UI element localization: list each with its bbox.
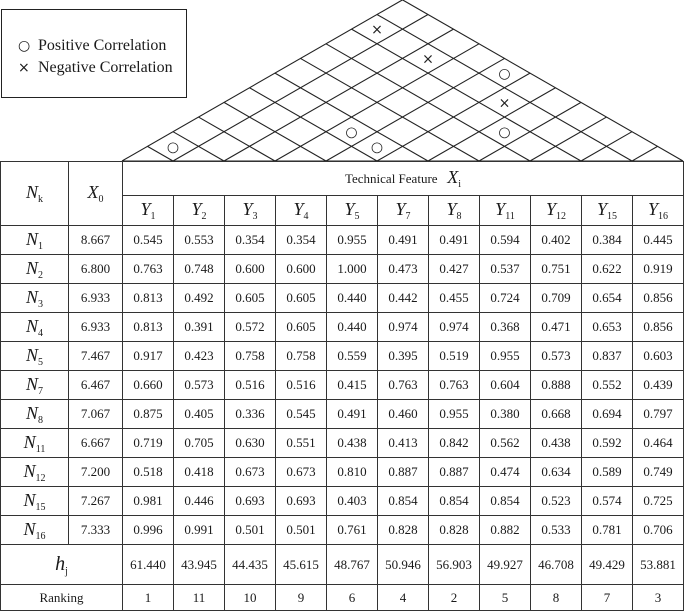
cell-value: 0.630	[225, 429, 276, 458]
cell-value: 0.725	[633, 487, 684, 516]
cell-value: 0.837	[582, 342, 633, 371]
column-header-y4: $Y_4$	[276, 196, 327, 226]
cell-value: 0.354	[225, 226, 276, 255]
positive-correlation-icon: ○	[498, 124, 511, 141]
row-label: $N_1$	[1, 226, 69, 255]
cell-value: 0.991	[174, 516, 225, 545]
ranking-value: 8	[531, 585, 582, 611]
table-row	[1, 342, 684, 371]
cell-value: 0.559	[327, 342, 378, 371]
x0-value: 7.467	[69, 342, 123, 371]
cell-value: 0.828	[378, 516, 429, 545]
column-header-y8: $Y_8$	[429, 196, 480, 226]
cell-value: 0.552	[582, 371, 633, 400]
cell-value: 0.439	[633, 371, 684, 400]
cell-value: 0.751	[531, 255, 582, 284]
ranking-value: 10	[225, 585, 276, 611]
relationship-matrix-table	[0, 161, 684, 611]
cell-value: 1.000	[327, 255, 378, 284]
hj-value: 61.440	[123, 545, 174, 585]
cell-value: 0.473	[378, 255, 429, 284]
x0-value: 7.200	[69, 458, 123, 487]
hj-value: 49.927	[480, 545, 531, 585]
cell-value: 0.810	[327, 458, 378, 487]
cell-value: 0.516	[276, 371, 327, 400]
hj-value: 43.945	[174, 545, 225, 585]
cell-value: 0.875	[123, 400, 174, 429]
cell-value: 0.694	[582, 400, 633, 429]
cell-value: 0.842	[429, 429, 480, 458]
column-header-y1: $Y_1$	[123, 196, 174, 226]
cell-value: 0.955	[429, 400, 480, 429]
column-header-y16: $Y_{16}$	[633, 196, 684, 226]
cell-value: 0.854	[429, 487, 480, 516]
ranking-value: 5	[480, 585, 531, 611]
cell-value: 0.446	[174, 487, 225, 516]
table-row	[1, 400, 684, 429]
cell-value: 0.955	[327, 226, 378, 255]
cell-value: 0.533	[531, 516, 582, 545]
table-row	[1, 284, 684, 313]
x0-value: 7.333	[69, 516, 123, 545]
positive-correlation-icon: ○	[370, 139, 384, 156]
cell-value: 0.917	[123, 342, 174, 371]
cell-value: 0.594	[480, 226, 531, 255]
cell-value: 0.427	[429, 255, 480, 284]
cell-value: 0.603	[633, 342, 684, 371]
cell-value: 0.673	[225, 458, 276, 487]
cell-value: 0.763	[378, 371, 429, 400]
cell-value: 0.572	[225, 313, 276, 342]
x0-value: 6.933	[69, 313, 123, 342]
hj-value: 56.903	[429, 545, 480, 585]
cell-value: 0.854	[480, 487, 531, 516]
cell-value: 0.653	[582, 313, 633, 342]
table-row	[1, 313, 684, 342]
cell-value: 0.354	[276, 226, 327, 255]
table-row	[1, 516, 684, 545]
cell-value: 0.600	[276, 255, 327, 284]
cell-value: 0.415	[327, 371, 378, 400]
cell-value: 0.516	[225, 371, 276, 400]
x0-value: 6.800	[69, 255, 123, 284]
ranking-value: 9	[276, 585, 327, 611]
cell-value: 0.573	[531, 342, 582, 371]
row-label: $N_4$	[1, 313, 69, 342]
cell-value: 0.368	[480, 313, 531, 342]
cell-value: 0.888	[531, 371, 582, 400]
legend-label-positive: Positive Correlation	[38, 37, 167, 54]
cell-value: 0.813	[123, 284, 174, 313]
ranking-value: 7	[582, 585, 633, 611]
row-label: $N_{12}$	[1, 458, 69, 487]
cell-value: 0.384	[582, 226, 633, 255]
ranking-label: Ranking	[1, 585, 123, 611]
row-label: $N_5$	[1, 342, 69, 371]
cell-value: 0.763	[123, 255, 174, 284]
cell-value: 0.781	[582, 516, 633, 545]
positive-correlation-icon: ○	[166, 139, 180, 156]
cell-value: 0.418	[174, 458, 225, 487]
cell-value: 0.395	[378, 342, 429, 371]
cell-value: 0.673	[276, 458, 327, 487]
cell-value: 0.974	[429, 313, 480, 342]
cell-value: 0.460	[378, 400, 429, 429]
cell-value: 0.693	[276, 487, 327, 516]
x0-value: 7.267	[69, 487, 123, 516]
table-row	[1, 487, 684, 516]
cell-value: 0.882	[480, 516, 531, 545]
header-nk: $N_k$	[1, 162, 69, 226]
hj-value: 45.615	[276, 545, 327, 585]
hj-row	[1, 545, 684, 585]
row-label: $N_8$	[1, 400, 69, 429]
x0-value: 6.467	[69, 371, 123, 400]
column-header-y3: $Y_3$	[225, 196, 276, 226]
cell-value: 0.974	[378, 313, 429, 342]
positive-correlation-icon: ○	[498, 66, 511, 83]
cell-value: 0.491	[327, 400, 378, 429]
cell-value: 0.887	[378, 458, 429, 487]
cell-value: 0.523	[531, 487, 582, 516]
cell-value: 0.763	[429, 371, 480, 400]
cell-value: 0.955	[480, 342, 531, 371]
cell-value: 0.545	[123, 226, 174, 255]
cell-value: 0.622	[582, 255, 633, 284]
roof-grid	[122, 0, 683, 161]
cell-value: 0.600	[225, 255, 276, 284]
x0-value: 7.067	[69, 400, 123, 429]
cell-value: 0.748	[174, 255, 225, 284]
cell-value: 0.605	[276, 313, 327, 342]
ranking-value: 2	[429, 585, 480, 611]
row-label: $N_{16}$	[1, 516, 69, 545]
cell-value: 0.797	[633, 400, 684, 429]
row-label: $N_2$	[1, 255, 69, 284]
cell-value: 0.693	[225, 487, 276, 516]
cell-value: 0.405	[174, 400, 225, 429]
negative-correlation-icon: ×	[371, 22, 383, 39]
table-row	[1, 226, 684, 255]
row-label: $N_3$	[1, 284, 69, 313]
hj-value: 53.881	[633, 545, 684, 585]
cell-value: 0.919	[633, 255, 684, 284]
cell-value: 0.758	[225, 342, 276, 371]
cell-value: 0.562	[480, 429, 531, 458]
ranking-value: 3	[633, 585, 684, 611]
cell-value: 0.996	[123, 516, 174, 545]
ranking-value: 4	[378, 585, 429, 611]
cell-value: 0.724	[480, 284, 531, 313]
hj-label: $h_j$	[1, 545, 123, 585]
x0-value: 6.667	[69, 429, 123, 458]
table-row	[1, 458, 684, 487]
header-x0: $X_0$	[69, 162, 123, 226]
cell-value: 0.438	[531, 429, 582, 458]
cell-value: 0.981	[123, 487, 174, 516]
legend-label-negative: Negative Correlation	[38, 59, 173, 76]
column-header-y15: $Y_{15}$	[582, 196, 633, 226]
cell-value: 0.654	[582, 284, 633, 313]
cell-value: 0.518	[123, 458, 174, 487]
hj-value: 44.435	[225, 545, 276, 585]
cell-value: 0.440	[327, 284, 378, 313]
cell-value: 0.336	[225, 400, 276, 429]
cell-value: 0.574	[582, 487, 633, 516]
row-label: $N_{11}$	[1, 429, 69, 458]
header-technical-feature: Technical Feature $X_i$	[123, 162, 684, 196]
cross-icon: ×	[18, 60, 30, 76]
cell-value: 0.438	[327, 429, 378, 458]
cell-value: 0.706	[633, 516, 684, 545]
cell-value: 0.413	[378, 429, 429, 458]
circle-icon: ○	[18, 38, 31, 54]
negative-correlation-icon: ×	[422, 51, 434, 68]
ranking-row	[1, 585, 684, 611]
row-label: $N_{15}$	[1, 487, 69, 516]
cell-value: 0.464	[633, 429, 684, 458]
cell-value: 0.402	[531, 226, 582, 255]
ranking-value: 1	[123, 585, 174, 611]
cell-value: 0.440	[327, 313, 378, 342]
cell-value: 0.442	[378, 284, 429, 313]
cell-value: 0.551	[276, 429, 327, 458]
hj-value: 50.946	[378, 545, 429, 585]
column-header-y5: $Y_5$	[327, 196, 378, 226]
cell-value: 0.501	[225, 516, 276, 545]
cell-value: 0.828	[429, 516, 480, 545]
cell-value: 0.887	[429, 458, 480, 487]
cell-value: 0.605	[225, 284, 276, 313]
cell-value: 0.423	[174, 342, 225, 371]
cell-value: 0.391	[174, 313, 225, 342]
ranking-value: 6	[327, 585, 378, 611]
cell-value: 0.856	[633, 284, 684, 313]
cell-value: 0.854	[378, 487, 429, 516]
cell-value: 0.545	[276, 400, 327, 429]
negative-correlation-icon: ×	[498, 95, 511, 112]
cell-value: 0.634	[531, 458, 582, 487]
table-row	[1, 371, 684, 400]
cell-value: 0.537	[480, 255, 531, 284]
positive-correlation-icon: ○	[345, 124, 358, 141]
cell-value: 0.501	[276, 516, 327, 545]
x0-value: 6.933	[69, 284, 123, 313]
hj-value: 49.429	[582, 545, 633, 585]
cell-value: 0.761	[327, 516, 378, 545]
column-header-y12: $Y_{12}$	[531, 196, 582, 226]
column-header-y11: $Y_{11}$	[480, 196, 531, 226]
cell-value: 0.380	[480, 400, 531, 429]
cell-value: 0.589	[582, 458, 633, 487]
row-label: $N_7$	[1, 371, 69, 400]
x0-value: 8.667	[69, 226, 123, 255]
cell-value: 0.668	[531, 400, 582, 429]
cell-value: 0.403	[327, 487, 378, 516]
cell-value: 0.749	[633, 458, 684, 487]
cell-value: 0.519	[429, 342, 480, 371]
correlation-roof	[0, 0, 685, 163]
cell-value: 0.592	[582, 429, 633, 458]
cell-value: 0.553	[174, 226, 225, 255]
cell-value: 0.471	[531, 313, 582, 342]
cell-value: 0.573	[174, 371, 225, 400]
cell-value: 0.491	[378, 226, 429, 255]
cell-value: 0.445	[633, 226, 684, 255]
hj-value: 46.708	[531, 545, 582, 585]
cell-value: 0.660	[123, 371, 174, 400]
cell-value: 0.604	[480, 371, 531, 400]
cell-value: 0.492	[174, 284, 225, 313]
cell-value: 0.719	[123, 429, 174, 458]
cell-value: 0.813	[123, 313, 174, 342]
column-header-y2: $Y_2$	[174, 196, 225, 226]
cell-value: 0.856	[633, 313, 684, 342]
cell-value: 0.474	[480, 458, 531, 487]
cell-value: 0.455	[429, 284, 480, 313]
cell-value: 0.758	[276, 342, 327, 371]
table-row	[1, 429, 684, 458]
cell-value: 0.705	[174, 429, 225, 458]
cell-value: 0.605	[276, 284, 327, 313]
table-row	[1, 255, 684, 284]
ranking-value: 11	[174, 585, 225, 611]
cell-value: 0.491	[429, 226, 480, 255]
hj-value: 48.767	[327, 545, 378, 585]
cell-value: 0.709	[531, 284, 582, 313]
column-header-y7: $Y_7$	[378, 196, 429, 226]
